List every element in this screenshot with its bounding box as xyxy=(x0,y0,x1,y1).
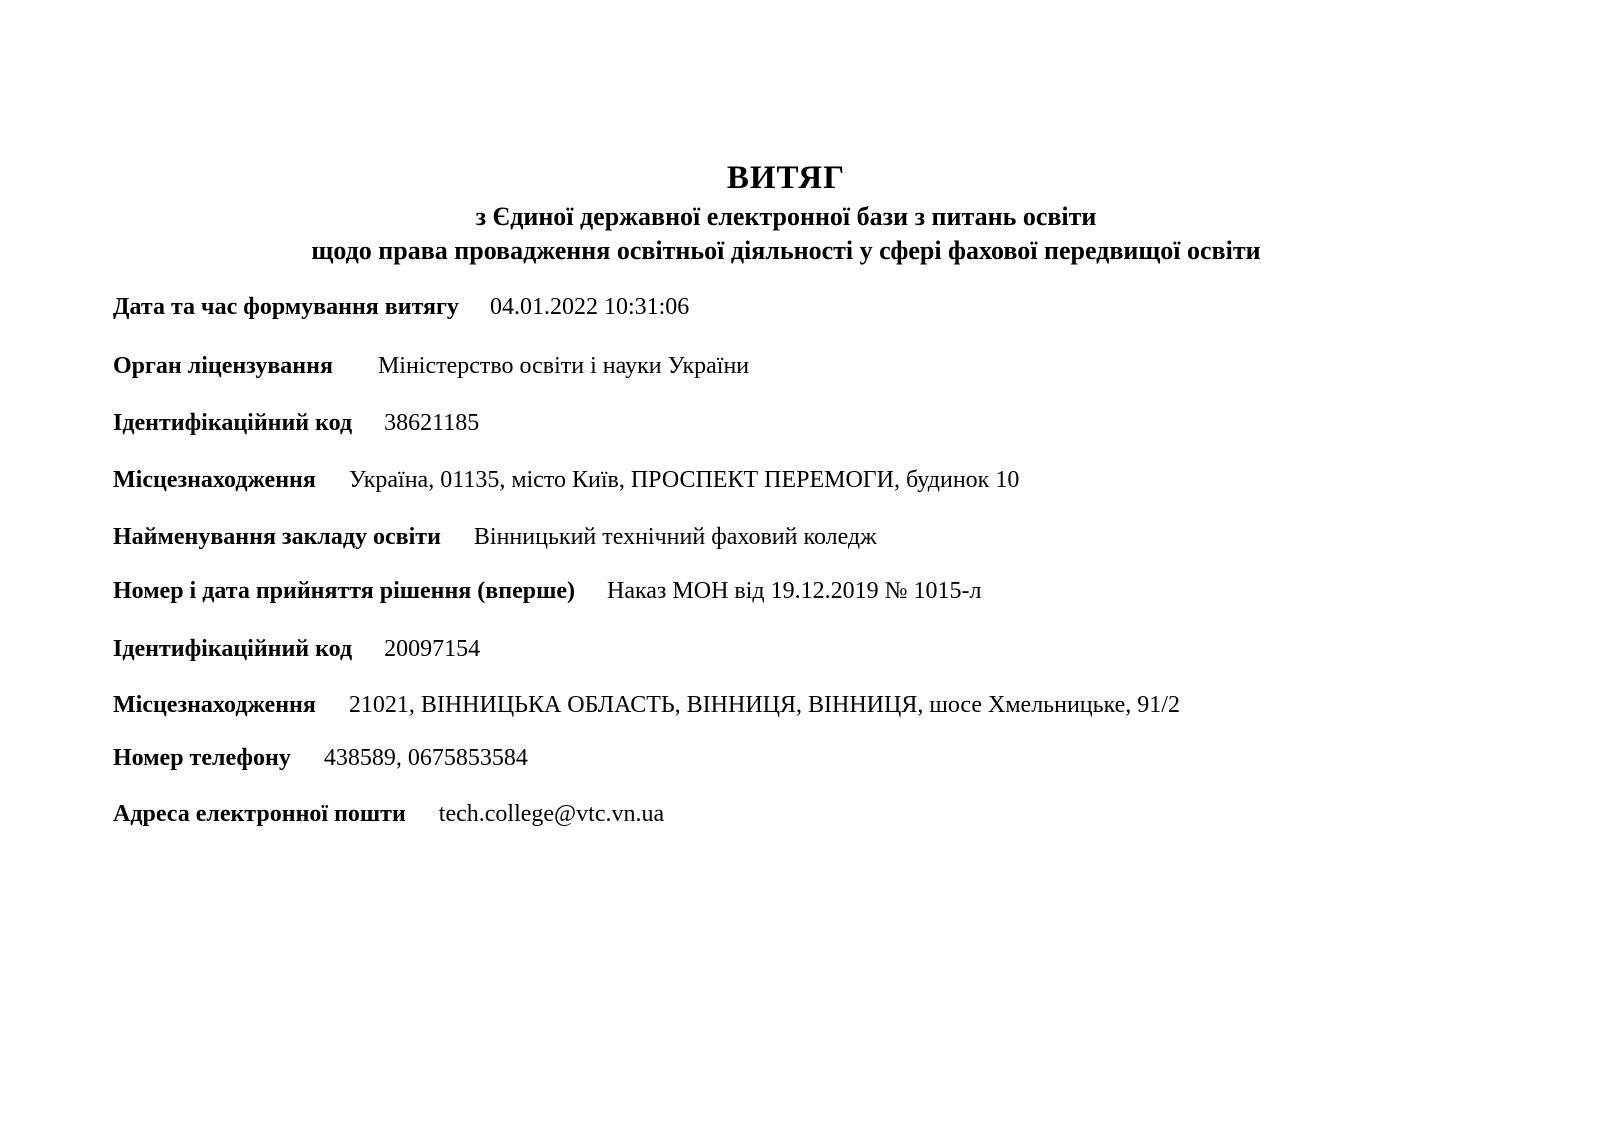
field-value: 04.01.2022 10:31:06 xyxy=(489,294,690,320)
field-value: tech.college@vtc.vn.ua xyxy=(438,801,665,827)
field-email-address xyxy=(113,801,664,828)
field-label: Орган ліцензування xyxy=(113,353,333,379)
field-label: Місцезнаходження xyxy=(113,467,316,493)
field-phone-number xyxy=(113,745,528,772)
field-value: 438589, 0675853584 xyxy=(323,745,528,771)
field-extract-datetime xyxy=(113,294,689,321)
field-label: Місцезнаходження xyxy=(113,692,316,718)
field-institution-location xyxy=(113,692,1180,719)
field-label: Адреса електронної пошти xyxy=(113,801,406,827)
field-label: Найменування закладу освіти xyxy=(113,524,441,550)
field-institution-name xyxy=(113,524,877,551)
document-title: ВИТЯГ xyxy=(726,160,846,196)
document-subtitle-line-2: щодо права провадження освітньої діяльності у сфері фахової передвищої освіти xyxy=(311,236,1261,265)
field-value: Міністерство освіти і науки України xyxy=(377,353,750,379)
field-value: 20097154 xyxy=(384,636,481,662)
field-licensing-authority xyxy=(113,353,749,380)
field-authority-id-code xyxy=(113,410,479,437)
field-value: Україна, 01135, місто Київ, ПРОСПЕКТ ПЕРЕМОГИ, будинок 10 xyxy=(348,467,1020,493)
field-value: Вінницький технічний фаховий коледж xyxy=(473,524,877,550)
field-label: Дата та час формування витягу xyxy=(113,294,459,320)
field-value: Наказ МОН від 19.12.2019 № 1015-л xyxy=(606,578,982,604)
field-label: Номер і дата прийняття рішення (вперше) xyxy=(113,578,575,604)
field-decision-number-date xyxy=(113,578,981,605)
field-label: Ідентифікаційний код xyxy=(113,410,353,436)
field-label: Номер телефону xyxy=(113,745,291,771)
field-value: 38621185 xyxy=(384,410,480,436)
document-subtitle-line-1: з Єдиної державної електронної бази з питань освіти xyxy=(475,202,1097,231)
field-institution-id-code xyxy=(113,636,480,663)
field-authority-location xyxy=(113,467,1019,494)
field-value: 21021, ВІННИЦЬКА ОБЛАСТЬ, ВІННИЦЯ, ВІННИЦЯ, шосе Хмельницьке, 91/2 xyxy=(348,692,1180,718)
field-label: Ідентифікаційний код xyxy=(113,636,353,662)
